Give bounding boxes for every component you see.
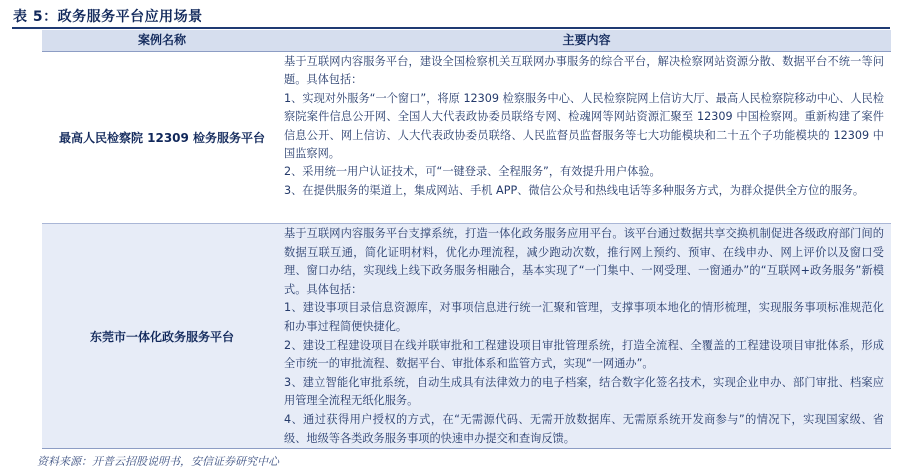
- table-title: 表 5：政务服务平台应用场景: [13, 9, 203, 25]
- content-paragraph: 3、在提供服务的渠道上，集成网站、手机 APP、微信公众号和热线电话等多种服务方式，为群众提供全方位的服务。: [284, 183, 865, 197]
- content-paragraph: 2、采用统一用户认证技术，可“一键登录、全程服务”，有效提升用户体验。: [284, 165, 661, 179]
- title-divider: [12, 27, 890, 29]
- content-paragraph: 1、建设事项目录信息资源库，对事项信息进行统一汇聚和管理，支撑事项本地化的情形梳理，实现服务事项标准规范化和办事过程简便快捷化。: [284, 301, 884, 333]
- content-paragraph: 基于互联网内容服务平台，建设全国检察机关互联网办事服务的综合平台，解决检察网站资源分散、数据平台不统一等问题。具体包括：: [284, 55, 884, 87]
- source-note: 资料来源：开普云招股说明书，安信证券研究中心: [37, 455, 279, 468]
- content-cell: [282, 52, 884, 223]
- content-paragraph: 4、通过获得用户授权的方式，在“无需源代码、无需开放数据库、无需原系统开发商参与”的情况下，实现国家级、省级、地级等各类政务服务事项的快速申办提交和查询反馈。: [284, 412, 884, 445]
- content-paragraph: 基于互联网内容服务平台支撑系统，打造一体化政务服务应用平台。该平台通过数据共享交换机制促进各级政府部门间的数据互联互通，简化证明材料，优化办理流程，减少跑动次数，推行网上预约、预审、在线申办、网上评价以及窗口受理、窗口办结，实现线上线下政务服务相融合，基本实现了“一门集中、一网受理、一窗通办”的“互联网+政务服务”新模式。具体包括：: [284, 227, 884, 296]
- table-header: [42, 30, 891, 52]
- content-cell: [282, 224, 884, 448]
- table-row: [42, 52, 891, 224]
- content-paragraph: 3、建立智能化审批系统，自动生成具有法律效力的电子档案，结合数字化签名技术，实现企业申办、部门审批、档案应用管理全流程无纸化服务。: [284, 375, 884, 408]
- content-paragraph: 1、实现对外服务“一个窗口”，将原 12309 检察服务中心、人民检察院网上信访大厅、最高人民检察院移动中心、人民检察院案件信息公开网、全国人大代表政协委员联络专网、检魂网等网站资源汇聚至 12309 中国检察网。重新构建了案件信息公开、网上信访、人大代表政协委员联络、人民监督员监督服务等七大功能模块和二十五个子功能模块的 12309 中国监察网。: [284, 91, 884, 161]
- header-main-content: 主要内容: [562, 33, 611, 47]
- header-case-name: 案例名称: [137, 33, 186, 47]
- case-name-cell: 最高人民检察院 12309 检务服务平台: [58, 131, 266, 145]
- content-paragraph: 2、建设工程建设项目在线并联审批和工程建设项目审批管理系统，打造全流程、全覆盖的工程建设项目审批体系，形成全市统一的审批流程、数据平台、审批体系和监管方式，实现“一网通办”。: [284, 338, 884, 371]
- case-name-cell: 东莞市一体化政务服务平台: [89, 329, 234, 344]
- table-row: [42, 224, 891, 449]
